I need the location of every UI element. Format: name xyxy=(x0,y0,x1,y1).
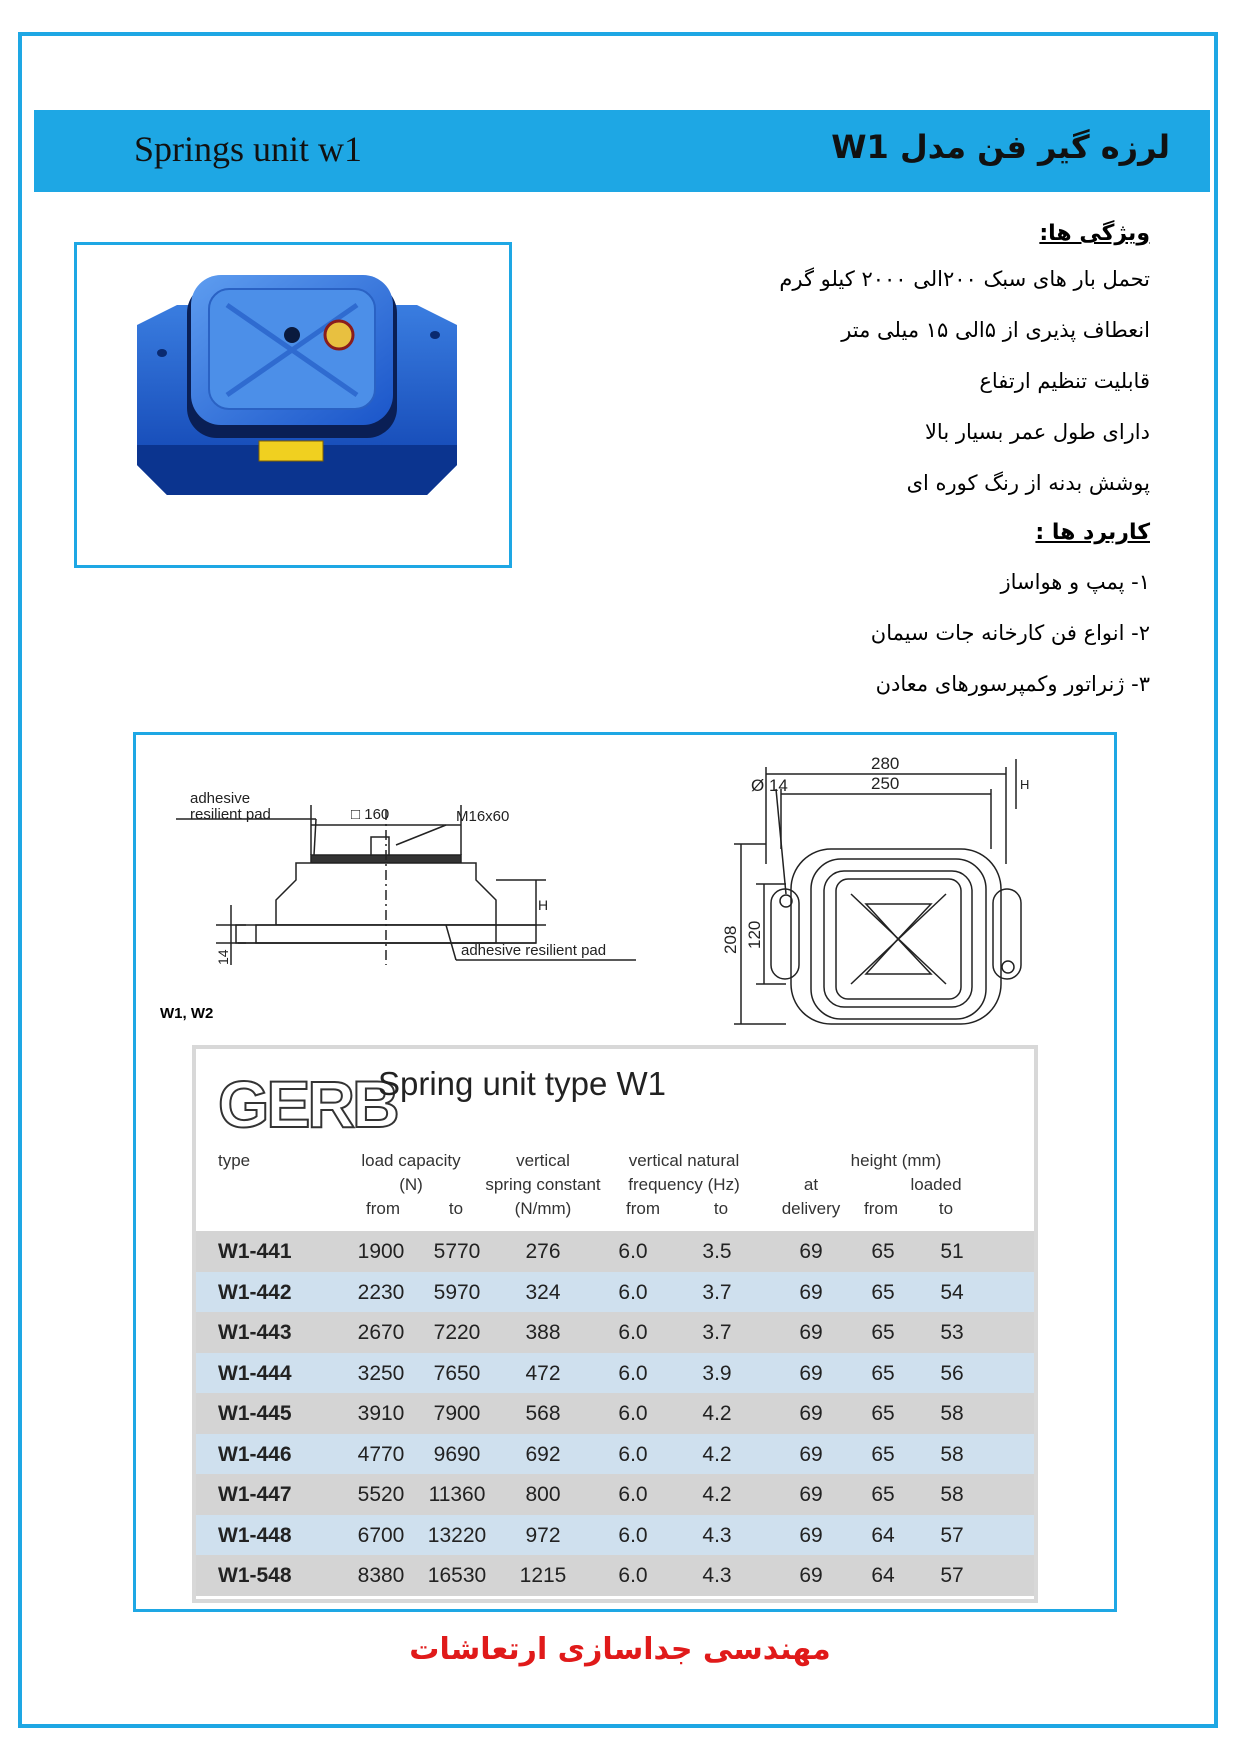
table-cell: 6.0 xyxy=(618,1442,648,1466)
application-item: ۲- انواع فن کارخانه جات سیمان xyxy=(870,621,1150,645)
table-cell: 2230 xyxy=(357,1280,405,1304)
table-cell: 800 xyxy=(525,1483,561,1506)
table-cell: 7900 xyxy=(433,1402,481,1425)
col-freq-from: from xyxy=(626,1199,660,1218)
table-cell: 65 xyxy=(871,1361,895,1385)
label-bolt: M16x60 xyxy=(456,808,510,825)
label-280: 280 xyxy=(871,754,900,773)
table-row xyxy=(196,1231,1034,1272)
table-cell: 388 xyxy=(525,1321,561,1344)
table-cell: 16530 xyxy=(427,1564,487,1587)
label-14: 14 xyxy=(215,949,231,965)
table-cell: 3910 xyxy=(357,1402,405,1425)
table-cell: 65 xyxy=(871,1280,895,1304)
col-load-unit: (N) xyxy=(399,1175,423,1194)
table-cell: 3.7 xyxy=(702,1280,732,1304)
col-vnf: vertical natural xyxy=(628,1151,740,1170)
table-cell-type: W1-448 xyxy=(218,1523,292,1547)
table-cell: 4.3 xyxy=(702,1564,732,1587)
table-cell: 6.0 xyxy=(618,1280,648,1304)
table-cell: 8380 xyxy=(357,1564,405,1587)
table-cell-type: W1-447 xyxy=(218,1483,292,1506)
feature-item: قابلیت تنظیم ارتفاع xyxy=(979,369,1150,393)
label-250: 250 xyxy=(871,774,900,793)
table-cell: 69 xyxy=(799,1240,823,1263)
table-cell: 4.2 xyxy=(702,1402,732,1425)
feature-item: تحمل بار های سبک ۲۰۰الی ۲۰۰۰ کیلو گرم xyxy=(779,267,1150,291)
table-cell: 58 xyxy=(940,1402,964,1425)
application-item: ۱- پمپ و هواساز xyxy=(1000,570,1150,594)
table-cell-type: W1-445 xyxy=(218,1402,292,1425)
col-vertical: vertical xyxy=(516,1151,570,1170)
label-120: 120 xyxy=(745,920,764,949)
label-208: 208 xyxy=(721,925,740,954)
table-cell: 6.0 xyxy=(618,1523,648,1547)
table-cell: 5520 xyxy=(357,1483,405,1506)
table-cell: 58 xyxy=(940,1483,964,1506)
header-title-fa: لرزه گیر فن مدل W1 xyxy=(831,128,1170,166)
table-cell-type: W1-548 xyxy=(218,1564,292,1587)
table-row xyxy=(196,1312,1034,1353)
table-cell: 69 xyxy=(799,1361,823,1385)
label-pad-top2: resilient pad xyxy=(190,806,271,823)
table-cell: 53 xyxy=(940,1321,964,1344)
col-load: load capacity xyxy=(361,1151,461,1170)
col-height: height (mm) xyxy=(850,1151,942,1170)
col-spring-unit: (N/mm) xyxy=(514,1199,572,1218)
col-freq-to: to xyxy=(713,1199,729,1218)
spring-unit-image xyxy=(77,245,509,565)
table-cell-type: W1-442 xyxy=(218,1280,292,1304)
col-spring-constant: spring constant xyxy=(485,1175,601,1194)
table-cell: 65 xyxy=(871,1483,895,1506)
table-cell: 7650 xyxy=(433,1361,481,1385)
label-h: H xyxy=(538,897,549,913)
table-cell: 3250 xyxy=(357,1361,405,1385)
table-cell: 56 xyxy=(940,1361,964,1385)
table-cell: 57 xyxy=(940,1523,964,1547)
features-section xyxy=(510,214,1150,710)
table-cell: 972 xyxy=(525,1523,561,1547)
table-row xyxy=(196,1555,1034,1596)
table-cell: 69 xyxy=(799,1321,823,1344)
feature-item: دارای طول عمر بسیار بالا xyxy=(924,420,1150,444)
feature-item: پوشش بدنه از رنگ کوره ای xyxy=(906,471,1150,495)
table-cell: 3.9 xyxy=(702,1361,732,1385)
spec-panel xyxy=(133,732,1117,1612)
features-heading: ویژگی ها: xyxy=(1039,221,1150,246)
table-cell-type: W1-443 xyxy=(218,1321,292,1344)
table-cell: 6.0 xyxy=(618,1321,648,1344)
table-cell: 5970 xyxy=(433,1280,481,1304)
table-cell: 6.0 xyxy=(618,1402,648,1425)
side-view-drawing xyxy=(156,755,716,985)
svg-text:GERB: GERB xyxy=(218,1067,397,1141)
footer-text: مهندسی جداسازی ارتعاشات xyxy=(409,1632,831,1667)
table-row xyxy=(196,1353,1034,1394)
table-cell-type: W1-444 xyxy=(218,1361,292,1385)
table-cell: 324 xyxy=(525,1280,561,1304)
table-row xyxy=(196,1434,1034,1475)
table-cell: 1215 xyxy=(519,1564,567,1587)
table-cell: 4.3 xyxy=(702,1523,732,1547)
table-cell: 6.0 xyxy=(618,1361,648,1385)
spec-table xyxy=(192,1045,1038,1603)
table-cell: 6.0 xyxy=(618,1240,648,1263)
table-cell: 69 xyxy=(799,1280,823,1304)
col-type: type xyxy=(218,1151,251,1170)
top-view-drawing xyxy=(716,749,1086,1039)
application-item: ۳- ژنراتور وکمپرسورهای معادن xyxy=(875,672,1150,696)
table-cell: 7220 xyxy=(433,1321,481,1344)
col-frequency: frequency (Hz) xyxy=(628,1175,740,1194)
header-bar xyxy=(34,110,1210,192)
table-cell: 4770 xyxy=(357,1442,405,1466)
col-h-from: from xyxy=(864,1199,898,1218)
table-cell: 69 xyxy=(799,1483,823,1506)
table-cell: 65 xyxy=(871,1240,895,1263)
table-title: Spring unit type W1 xyxy=(378,1065,666,1102)
table-cell: 64 xyxy=(871,1523,895,1547)
label-h2: H xyxy=(1020,777,1030,792)
table-cell: 9690 xyxy=(433,1442,481,1466)
table-cell: 54 xyxy=(940,1280,964,1304)
table-cell: 69 xyxy=(799,1442,823,1466)
table-cell: 276 xyxy=(525,1240,561,1263)
table-cell: 69 xyxy=(799,1564,823,1587)
table-cell: 2670 xyxy=(357,1321,405,1344)
models-label: W1, W2 xyxy=(160,1005,214,1022)
col-at: at xyxy=(803,1175,819,1194)
label-hole: Ø 14 xyxy=(751,776,788,795)
table-cell: 65 xyxy=(871,1402,895,1425)
table-cell-type: W1-446 xyxy=(218,1442,292,1466)
table-cell: 65 xyxy=(871,1321,895,1344)
gerb-logo xyxy=(218,1067,397,1141)
table-cell: 4.2 xyxy=(702,1483,732,1506)
table-row xyxy=(196,1272,1034,1313)
col-loaded: loaded xyxy=(910,1175,962,1194)
header-title-en: Springs unit w1 xyxy=(134,129,363,169)
table-cell: 6.0 xyxy=(618,1564,648,1587)
table-cell: 5770 xyxy=(433,1240,481,1263)
table-cell: 568 xyxy=(525,1402,561,1425)
label-pad-bottom: adhesive resilient pad xyxy=(461,942,607,959)
table-cell: 1900 xyxy=(357,1240,405,1263)
table-row xyxy=(196,1393,1034,1434)
table-cell: 3.5 xyxy=(702,1240,732,1263)
table-row xyxy=(196,1474,1034,1515)
table-cell: 69 xyxy=(799,1402,823,1425)
feature-item: انعطاف پذیری از ۵الی ۱۵ میلی متر xyxy=(841,318,1150,342)
table-cell: 69 xyxy=(799,1523,823,1547)
table-cell: 692 xyxy=(525,1442,561,1466)
table-cell: 57 xyxy=(940,1564,964,1587)
table-cell: 13220 xyxy=(427,1523,487,1547)
table-body xyxy=(196,1231,1034,1596)
applications-heading: کاربرد ها : xyxy=(1035,520,1150,545)
label-pad-top: adhesive xyxy=(190,790,251,807)
table-cell: 3.7 xyxy=(702,1321,732,1344)
table-cell: 11360 xyxy=(428,1483,486,1506)
col-h-to: to xyxy=(938,1199,954,1218)
table-cell: 64 xyxy=(871,1564,895,1587)
col-delivery: delivery xyxy=(781,1199,841,1218)
label-square: □ 160 xyxy=(351,806,390,823)
table-cell-type: W1-441 xyxy=(218,1240,292,1263)
table-cell: 65 xyxy=(871,1442,895,1466)
table-cell: 51 xyxy=(940,1240,964,1263)
table-cell: 472 xyxy=(525,1361,561,1385)
col-load-to: to xyxy=(448,1199,464,1218)
table-cell: 58 xyxy=(940,1442,964,1466)
table-cell: 6700 xyxy=(357,1523,405,1547)
col-load-from: from xyxy=(366,1199,400,1218)
table-cell: 4.2 xyxy=(702,1442,732,1466)
table-cell: 6.0 xyxy=(618,1483,648,1506)
table-row xyxy=(196,1515,1034,1556)
product-photo xyxy=(74,242,512,568)
